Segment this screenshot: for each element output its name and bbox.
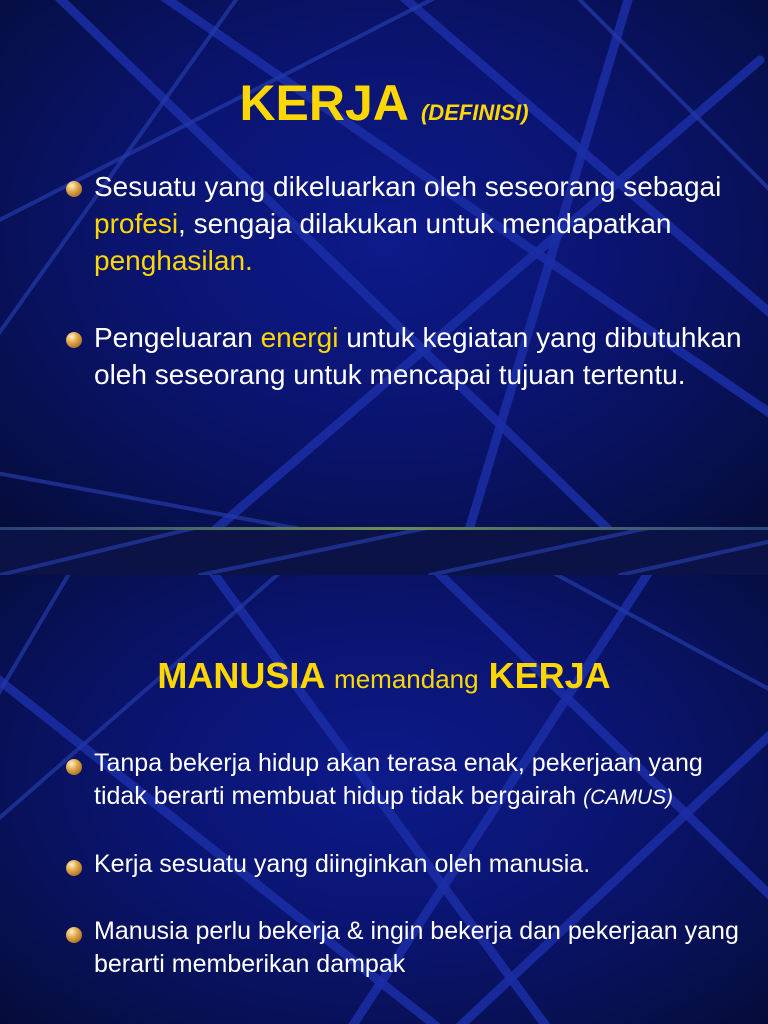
slide-title [0,74,768,132]
gold-ball-icon [66,181,82,197]
bullet-text: Manusia perlu bekerja & ingin bekerja dan pekerjaan yang berarti memberikan dampak [94,917,739,978]
bullet-text: Sesuatu yang dikeluarkan oleh seseorang sebagai [94,171,722,202]
slide-separator [0,527,768,575]
bullet-text: Tanpa bekerja hidup akan terasa enak, pekerjaan yang tidak berarti membuat hidup tidak bergairah [94,749,703,810]
gold-ball-icon [66,860,82,876]
highlight-text: profesi [94,208,179,239]
separator-lines-decoration [0,527,768,575]
bullet-list [66,747,746,1015]
bullet-item [66,747,746,814]
slide-manusia-memandang-kerja [0,575,768,1024]
bullet-item [66,848,746,881]
highlight-text: penghasilan. [94,245,253,276]
highlight-text: energi [260,322,339,353]
title-word-memandang: memandang [334,664,479,694]
gold-ball-icon [66,332,82,348]
bullet-list [66,168,746,433]
bullet-item [66,319,746,393]
bullet-text: , sengaja dilakukan untuk mendapatkan [178,208,672,239]
bullet-text: Kerja sesuatu yang diinginkan oleh manusia. [94,850,591,878]
bullet-text: untuk kegiatan yang dibutuhkan oleh seseorang untuk mencapai tujuan tertentu. [94,322,742,390]
bullet-text: Pengeluaran [94,322,261,353]
title-subtitle: (DEFINISI) [420,100,529,125]
title-word-kerja: KERJA [488,655,611,696]
citation-text: (CAMUS) [583,786,673,809]
gold-ball-icon [66,927,82,943]
gold-ball-icon [66,759,82,775]
bullet-item [66,915,746,981]
title-word-manusia: MANUSIA [157,655,325,696]
bullet-item [66,168,746,279]
separator-line [0,527,768,530]
title-main: KERJA [239,75,408,131]
slide-title [0,655,768,697]
